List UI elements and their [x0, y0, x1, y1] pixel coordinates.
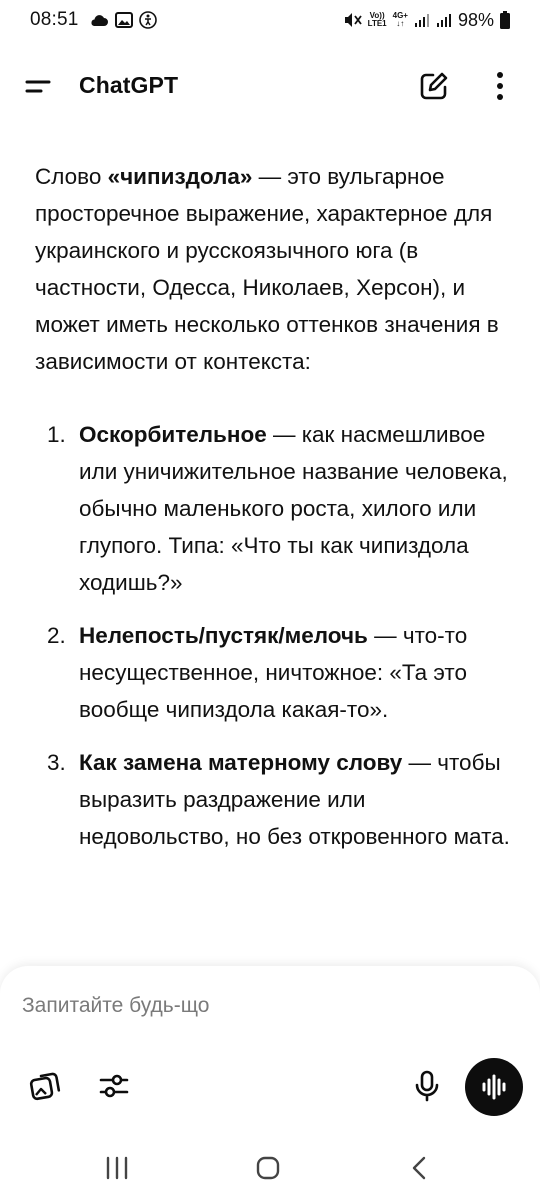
status-right: [342, 10, 510, 31]
list-item-term: Нелепость/пустяк/мелочь: [79, 623, 368, 648]
system-nav-bar: [0, 1140, 540, 1200]
status-bar: [0, 0, 540, 40]
recents-button[interactable]: [99, 1154, 135, 1182]
menu-icon: [22, 72, 56, 102]
intro-after: — это вульгарное просторечное выражение, характерное для украинского и русскоязычного юга (в частности, Одесса, Николаев, Херсон), и может иметь несколько оттенков значения в зависимости от контекста:: [35, 164, 499, 374]
dictation-button[interactable]: [407, 1066, 447, 1106]
battery-icon: [500, 11, 510, 29]
network-label: 4G+: [392, 11, 408, 20]
more-vert-icon: [486, 68, 514, 104]
intro-before: Слово: [35, 164, 108, 189]
app-header: [0, 50, 540, 122]
home-button[interactable]: [250, 1154, 286, 1182]
list-item-number: 1.: [47, 422, 66, 447]
list-item-number: 2.: [47, 623, 66, 648]
signal-icon-1: [414, 12, 430, 28]
recents-icon: [102, 1155, 132, 1181]
gallery-icon: [115, 12, 133, 28]
new-chat-icon: [416, 68, 452, 104]
assistant-message: [35, 158, 515, 871]
list-item-text: — чтобы выразить раздражение или недовольство, но без откровенного мата.: [79, 750, 510, 849]
lte-label: LTE1: [367, 19, 387, 28]
list-item-number: 3.: [47, 750, 66, 775]
sliders-icon: [96, 1068, 132, 1104]
list-item-term: Как замена матерному слову: [79, 750, 403, 775]
message-intro: [35, 158, 515, 380]
signal-icon-2: [436, 12, 452, 28]
volte-label: Vo)): [369, 11, 385, 20]
volte-indicator: [368, 12, 387, 28]
list-item-text: — как насмешливое или уничижительное название человека, обычно маленького роста, хилого или глупого. Типа: «Что ты как чипиздола ходишь?»: [79, 422, 508, 595]
back-icon: [405, 1155, 435, 1181]
attach-images-button[interactable]: [26, 1066, 66, 1106]
cloud-icon: [89, 13, 109, 27]
voice-waveform-icon: [479, 1072, 509, 1102]
status-time: 08:51: [30, 9, 79, 30]
back-button[interactable]: [402, 1154, 438, 1182]
prompt-input[interactable]: [22, 986, 502, 1026]
list-item: [35, 416, 515, 601]
intro-term: «чипиздола»: [107, 164, 253, 189]
tools-button[interactable]: [94, 1066, 134, 1106]
list-item: [35, 617, 515, 728]
more-options-button[interactable]: [486, 68, 514, 104]
list-item: [35, 744, 515, 855]
images-icon: [28, 1068, 64, 1104]
home-icon: [253, 1155, 283, 1181]
app-title: ChatGPT: [79, 72, 179, 98]
network-indicator: 4G+ ↓↑: [392, 11, 408, 28]
list-item-text: — что-то несущественное, ничтожное: «Та это вообще чипиздола какая-то».: [79, 623, 468, 722]
microphone-icon: [409, 1068, 445, 1104]
meaning-list: [35, 416, 515, 855]
status-left: [30, 9, 157, 31]
battery-level: 98%: [457, 9, 494, 30]
voice-mode-button[interactable]: [465, 1058, 523, 1116]
new-chat-button[interactable]: [416, 68, 452, 104]
accessibility-icon: [139, 11, 157, 29]
menu-button[interactable]: [22, 72, 56, 102]
list-item-term: Оскорбительное: [79, 422, 267, 447]
mute-icon: [342, 11, 362, 29]
